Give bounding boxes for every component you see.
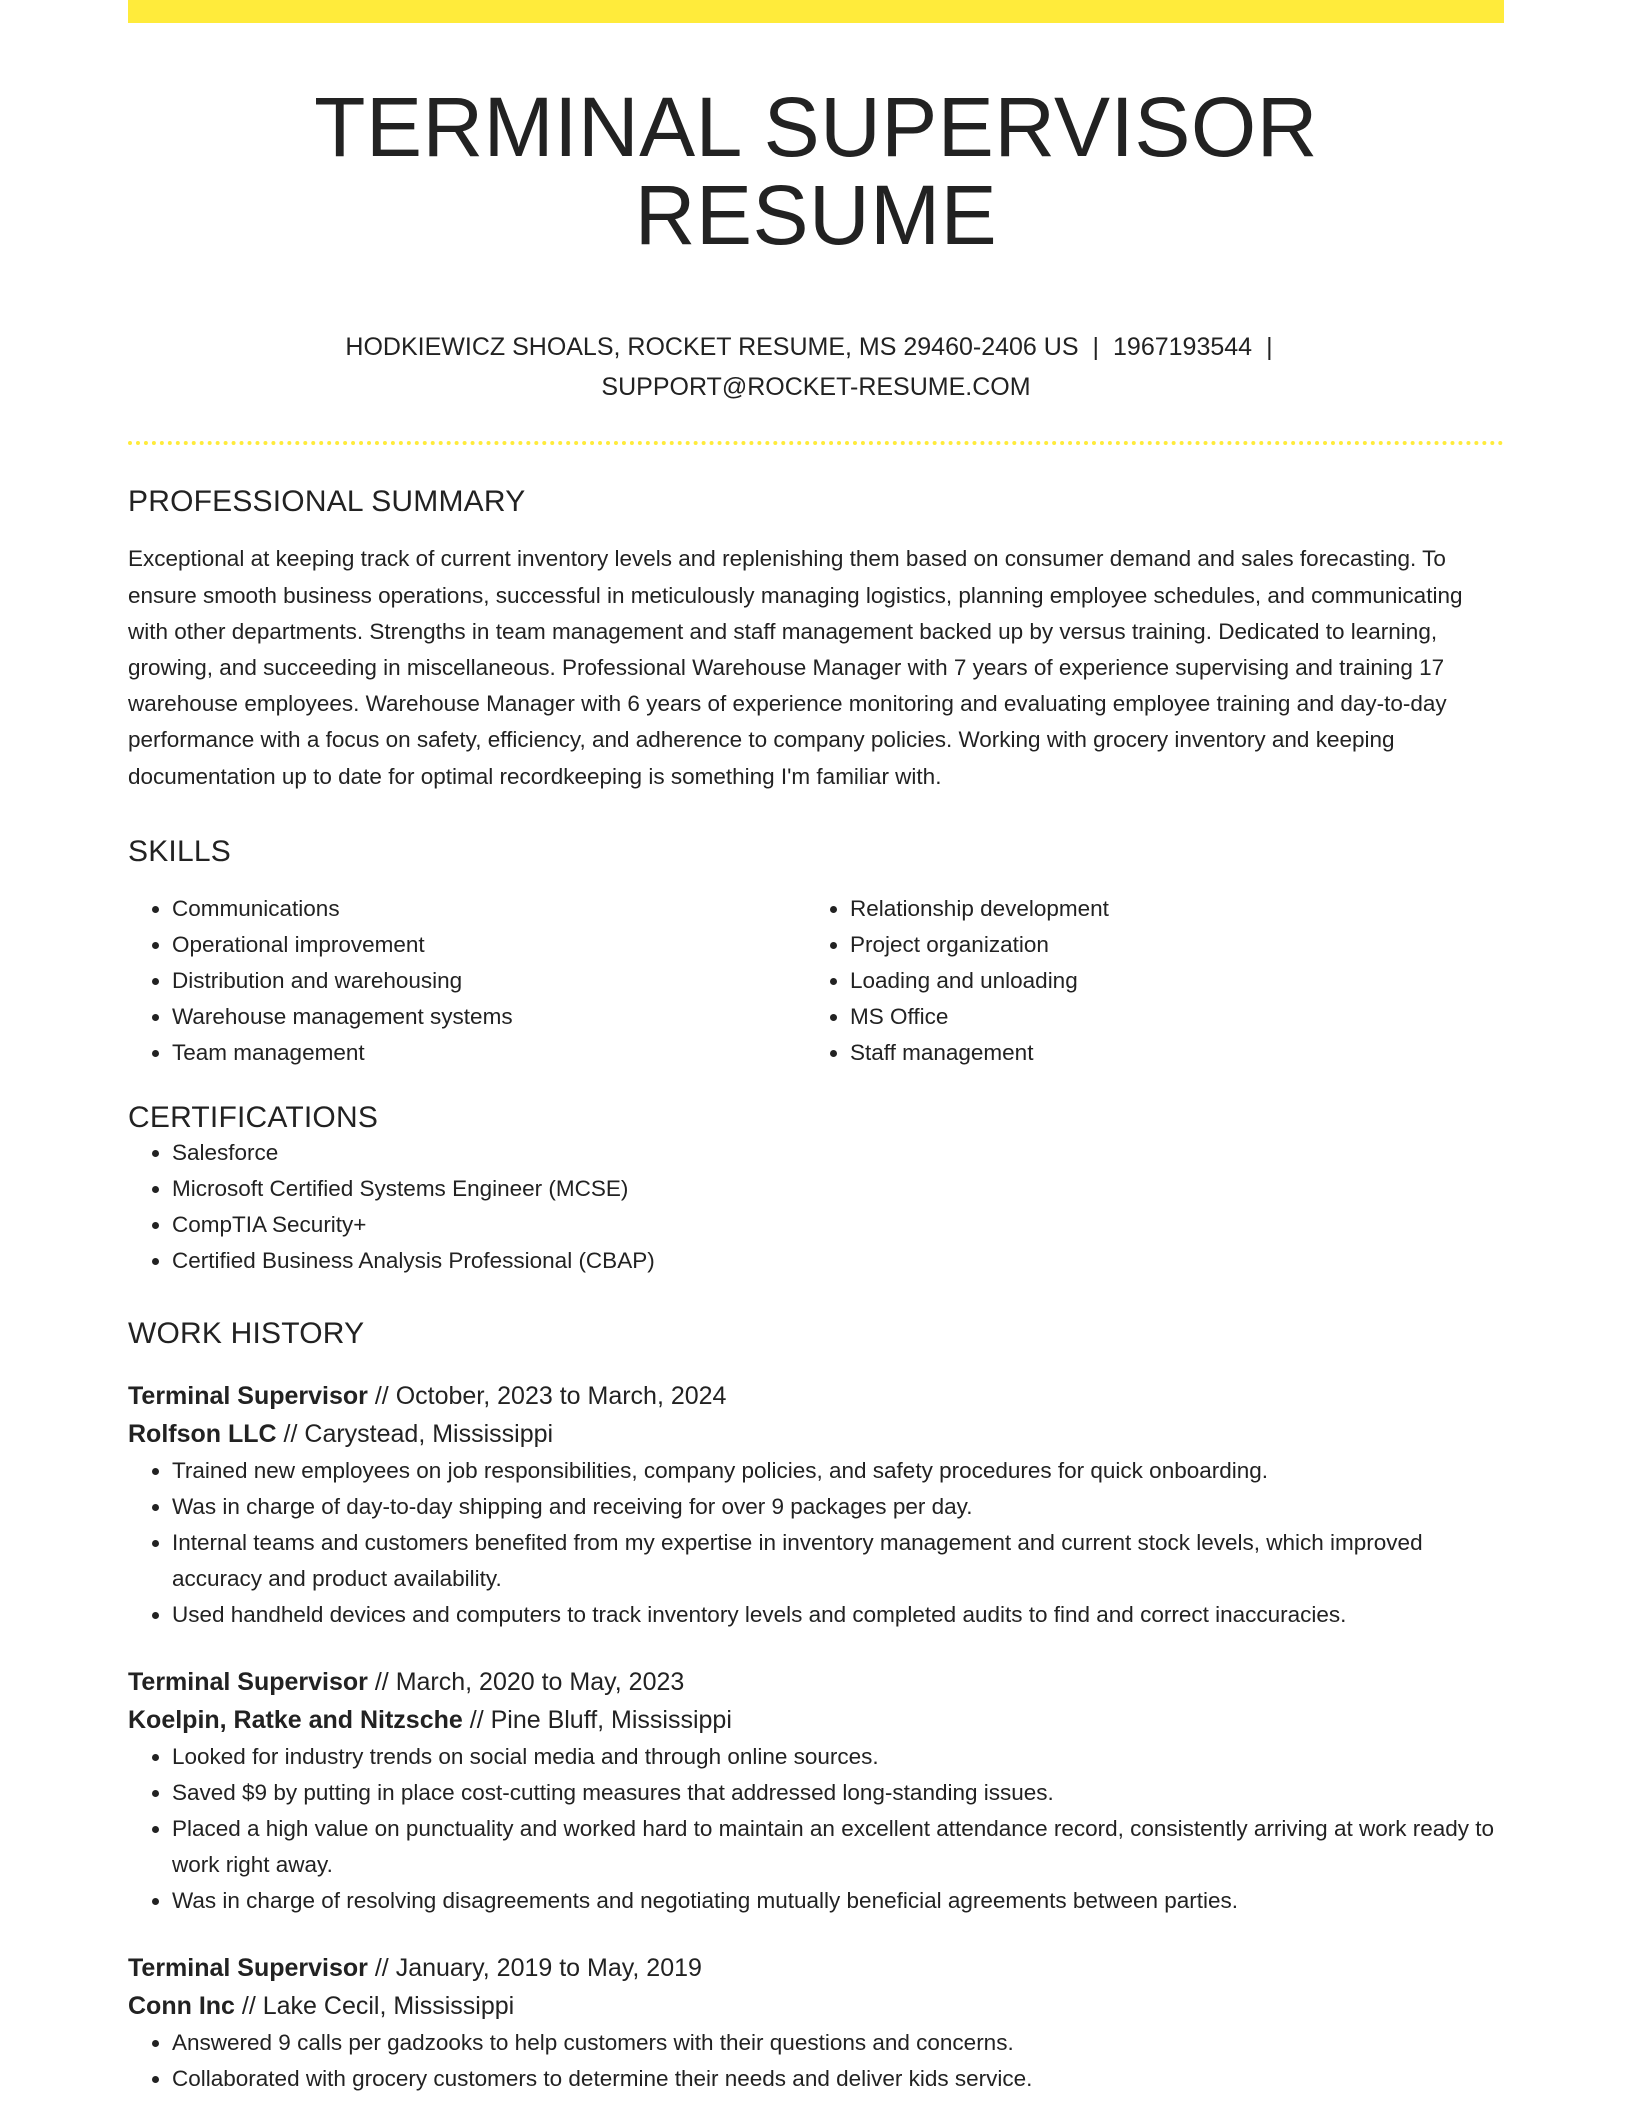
job-duties-list (128, 1739, 1504, 1919)
job-location: // Pine Bluff, Mississippi (469, 1705, 732, 1734)
job-duty: • Placed a high value on punctuality and worked hard to maintain an excellent attendance record, consistently arriving at work ready to work right away. (172, 1811, 1504, 1883)
job-duty: • Saved $9 by putting in place cost-cutting measures that addressed long-standing issues. (172, 1775, 1504, 1811)
job-duty: • Was in charge of day-to-day shipping and receiving for over 9 packages per day. (172, 1489, 1504, 1525)
contact-separator: | (1092, 333, 1100, 362)
contact-info (128, 327, 1504, 407)
skills-column-right (806, 891, 1484, 1071)
skills-list (128, 891, 1504, 1071)
job-title: Terminal Supervisor (128, 1953, 368, 1982)
job-company: Conn Inc (128, 1991, 235, 2020)
job-dates: // October, 2023 to March, 2024 (374, 1381, 727, 1410)
job-duties-list (128, 1453, 1504, 1633)
job-title: Terminal Supervisor (128, 1381, 368, 1410)
skill-item: • Communications (172, 891, 806, 927)
skill-item: • Staff management (850, 1035, 1484, 1071)
skill-item: • Distribution and warehousing (172, 963, 806, 999)
job-duty: • Answered 9 calls per gadzooks to help customers with their questions and concerns. (172, 2025, 1504, 2061)
job-title-line (128, 1663, 1504, 1701)
skill-item: • MS Office (850, 999, 1484, 1035)
header-divider (128, 441, 1504, 445)
skills-column-left (128, 891, 806, 1071)
skills-heading: SKILLS (128, 834, 231, 868)
job-duty: • Collaborated with grocery customers to determine their needs and deliver kids service. (172, 2061, 1504, 2097)
contact-phone: 1967193544 (1113, 333, 1253, 362)
job-duty: • Internal teams and customers benefited from my expertise in inventory management and current stock levels, which improved accuracy and product availability. (172, 1525, 1504, 1597)
job-entry (128, 1377, 1504, 1633)
job-entry (128, 1949, 1504, 2097)
job-company-line (128, 1701, 1504, 1739)
job-location: // Lake Cecil, Mississippi (241, 1991, 515, 2020)
resume-page (128, 0, 1504, 2097)
contact-email: SUPPORT@ROCKET-RESUME.COM (601, 373, 1031, 402)
job-company: Rolfson LLC (128, 1419, 277, 1448)
job-duty: • Looked for industry trends on social media and through online sources. (172, 1739, 1504, 1775)
work-history-heading: WORK HISTORY (128, 1316, 365, 1350)
skill-item: • Relationship development (850, 891, 1484, 927)
job-dates: // March, 2020 to May, 2023 (374, 1667, 685, 1696)
skill-item: • Loading and unloading (850, 963, 1484, 999)
job-dates: // January, 2019 to May, 2019 (374, 1953, 702, 1982)
certification-item: • CompTIA Security+ (172, 1207, 1504, 1243)
job-title-line (128, 1377, 1504, 1415)
job-duties-list (128, 2025, 1504, 2097)
skill-item: • Project organization (850, 927, 1484, 963)
job-company-line (128, 1987, 1504, 2025)
certification-item: • Microsoft Certified Systems Engineer (MCSE) (172, 1171, 1504, 1207)
certification-item: • Salesforce (172, 1135, 1504, 1171)
job-company: Koelpin, Ratke and Nitzsche (128, 1705, 463, 1734)
top-accent-bar (128, 0, 1504, 23)
job-duty: • Was in charge of resolving disagreements and negotiating mutually beneficial agreements between parties. (172, 1883, 1504, 1919)
skill-item: • Operational improvement (172, 927, 806, 963)
job-title: Terminal Supervisor (128, 1667, 368, 1696)
skill-item: • Team management (172, 1035, 806, 1071)
skill-item: • Warehouse management systems (172, 999, 806, 1035)
summary-text: Exceptional at keeping track of current inventory levels and replenishing them based on consumer demand and sales forecasting. To ensure smooth business operations, successful in meticulously managing logistics, planning employee schedules, and communicating with other departments. Strengths in team management and staff management backed up by versus training. Dedicated to learning, growing, and succeeding in miscellaneous. Professional Warehouse Manager with 7 years of experience supervising and training 17 warehouse employees. Warehouse Manager with 6 years of experience monitoring and evaluating employee training and day-to-day performance with a focus on safety, efficiency, and adherence to company policies. Working with grocery inventory and keeping documentation up to date for optimal recordkeeping is something I'm familiar with. (128, 546, 1463, 789)
certification-item: • Certified Business Analysis Professional (CBAP) (172, 1243, 1504, 1279)
summary-heading: PROFESSIONAL SUMMARY (128, 485, 526, 519)
job-title-line (128, 1949, 1504, 1987)
job-company-line (128, 1415, 1504, 1453)
job-duty: • Used handheld devices and computers to track inventory levels and completed audits to find and correct inaccuracies. (172, 1597, 1504, 1633)
contact-separator: | (1266, 333, 1273, 362)
certifications-heading: CERTIFICATIONS (128, 1100, 379, 1134)
contact-address: HODKIEWICZ SHOALS, ROCKET RESUME, MS 29460-2406 US (345, 333, 1079, 362)
job-location: // Carystead, Mississippi (283, 1419, 554, 1448)
job-duty: • Trained new employees on job responsibilities, company policies, and safety procedures for quick onboarding. (172, 1453, 1504, 1489)
certifications-list (128, 1135, 1504, 1279)
resume-title: TERMINAL SUPERVISOR RESUME (314, 80, 1318, 263)
job-entry (128, 1663, 1504, 1919)
